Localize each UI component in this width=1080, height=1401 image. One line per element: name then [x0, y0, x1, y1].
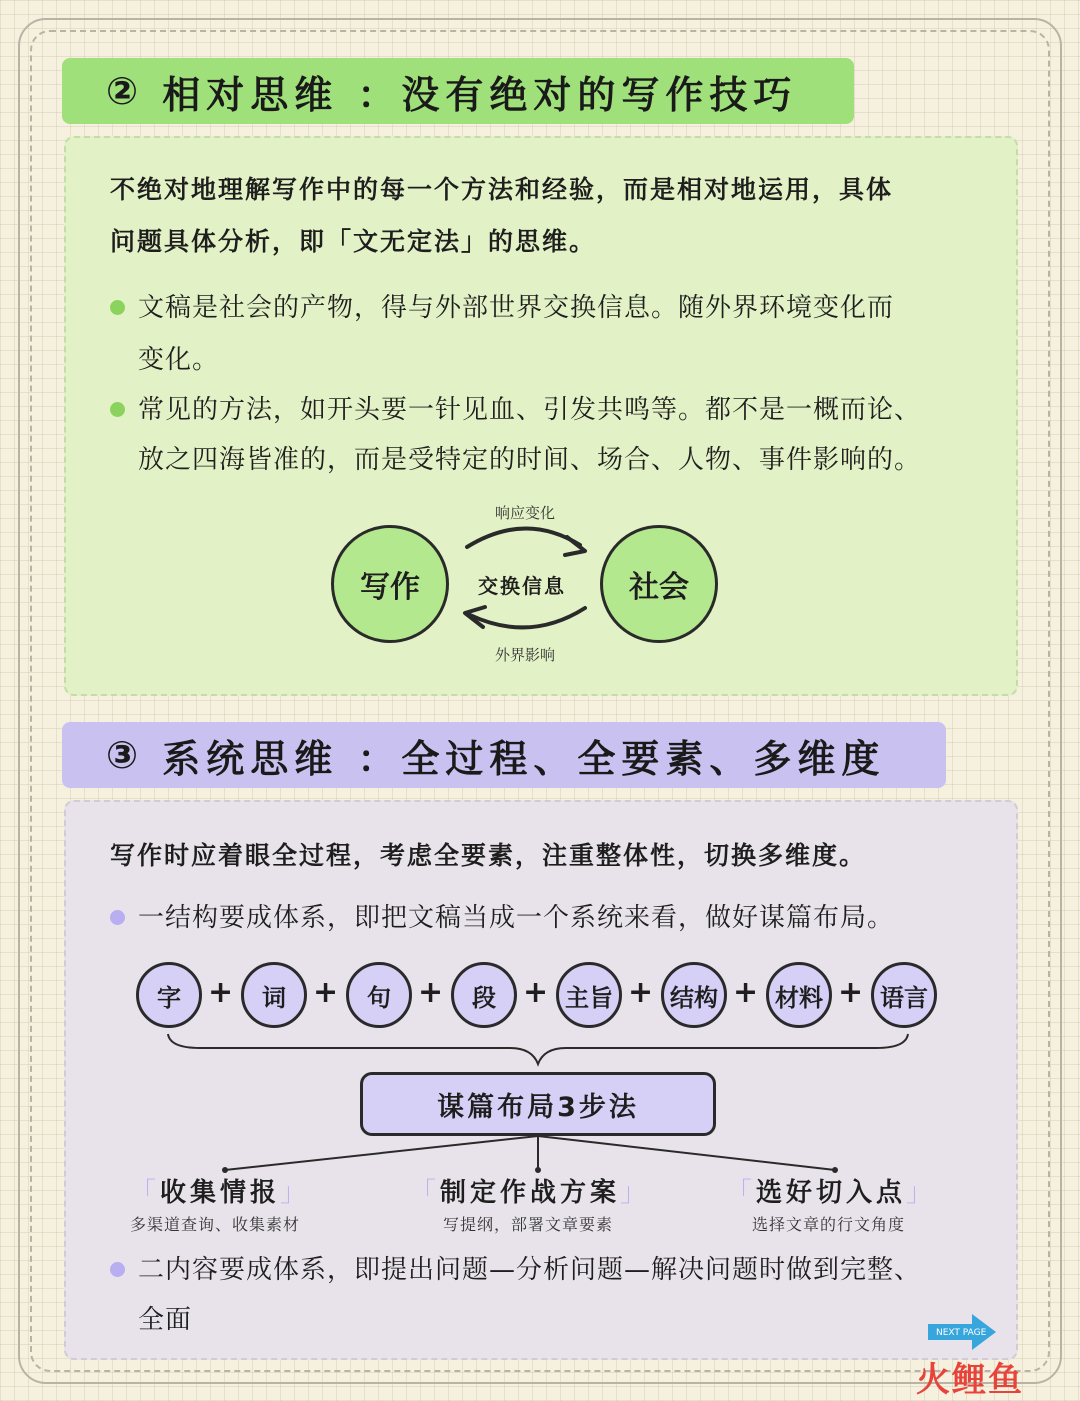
- bullet-dot-icon: [110, 1262, 125, 1277]
- section2-intro-line1: 不绝对地理解写作中的每一个方法和经验，而是相对地运用，具体: [110, 175, 894, 204]
- section2-intro-line2: 问题具体分析，即「文无定法」的思维。: [110, 227, 597, 256]
- element-structure: 结构: [661, 962, 727, 1028]
- plus-sign: +: [838, 975, 864, 1010]
- plus-sign: +: [523, 975, 549, 1010]
- brand-logo: 火鲤鱼: [916, 1360, 1024, 1400]
- writing-circle: 写作: [331, 525, 449, 643]
- plus-sign: +: [733, 975, 759, 1010]
- exchange-arrows-icon: [455, 515, 600, 640]
- section2-banner: [62, 58, 854, 124]
- section3-intro: 写作时应着眼全过程，考虑全要素，注重整体性，切换多维度。: [110, 841, 867, 870]
- step3-title: 「选好切入点」: [726, 1178, 937, 1208]
- element-char: 字: [136, 962, 202, 1028]
- plus-sign: +: [313, 975, 339, 1010]
- element-material: 材料: [766, 962, 832, 1028]
- society-circle: 社会: [600, 525, 718, 643]
- plus-sign: +: [628, 975, 654, 1010]
- next-page-arrow[interactable]: [926, 1316, 992, 1354]
- respond-change-label: 响应变化: [495, 504, 556, 522]
- element-paragraph: 段: [451, 962, 517, 1028]
- section3-bullet2-cont: 全面: [138, 1305, 193, 1335]
- section3-banner: [62, 722, 946, 788]
- element-sentence: 句: [346, 962, 412, 1028]
- outside-influence-label: 外界影响: [495, 646, 556, 664]
- method-box: 谋篇布局3步法: [360, 1072, 716, 1136]
- element-language: 语言: [871, 962, 937, 1028]
- next-page-label: NEXT PAGE: [936, 1328, 987, 1338]
- step1-subtitle: 多渠道查询、收集素材: [130, 1215, 301, 1234]
- bullet-dot-icon: [110, 402, 125, 417]
- bullet-dot-icon: [110, 910, 125, 925]
- element-theme: 主旨: [556, 962, 622, 1028]
- section2-bullet1: 文稿是社会的产物，得与外部世界交换信息。随外界环境变化而: [110, 282, 894, 334]
- plus-sign: +: [418, 975, 444, 1010]
- section2-title: 相对思维 ：没有绝对的写作技巧: [162, 72, 798, 117]
- section3-number: ③: [106, 733, 145, 777]
- bullet-dot-icon: [110, 300, 125, 315]
- step1-title: 「收集情报」: [130, 1178, 311, 1208]
- section3-bullet2: 二内容要成体系，即提出问题—分析问题—解决问题时做到完整、: [110, 1244, 921, 1296]
- section2-bullet2-cont: 放之四海皆准的，而是受特定的时间、场合、人物、事件影响的。: [138, 445, 922, 475]
- section2-bullet1-cont: 变化。: [138, 345, 220, 375]
- section3-bullet1: 一结构要成体系，即把文稿当成一个系统来看，做好谋篇布局。: [110, 892, 894, 944]
- step2-title: 「制定作战方案」: [410, 1178, 651, 1208]
- exchange-info-label: 交换信息: [478, 574, 566, 598]
- plus-sign: +: [208, 975, 234, 1010]
- section2-bullet2: 常见的方法，如开头要一针见血、引发共鸣等。都不是一概而论、: [110, 384, 921, 436]
- section2-number: ②: [106, 69, 145, 113]
- element-word: 词: [241, 962, 307, 1028]
- step2-subtitle: 写提纲，部署文章要素: [443, 1215, 614, 1234]
- step3-subtitle: 选择文章的行文角度: [752, 1215, 906, 1234]
- section3-title: 系统思维 ：全过程、全要素、多维度: [162, 736, 886, 781]
